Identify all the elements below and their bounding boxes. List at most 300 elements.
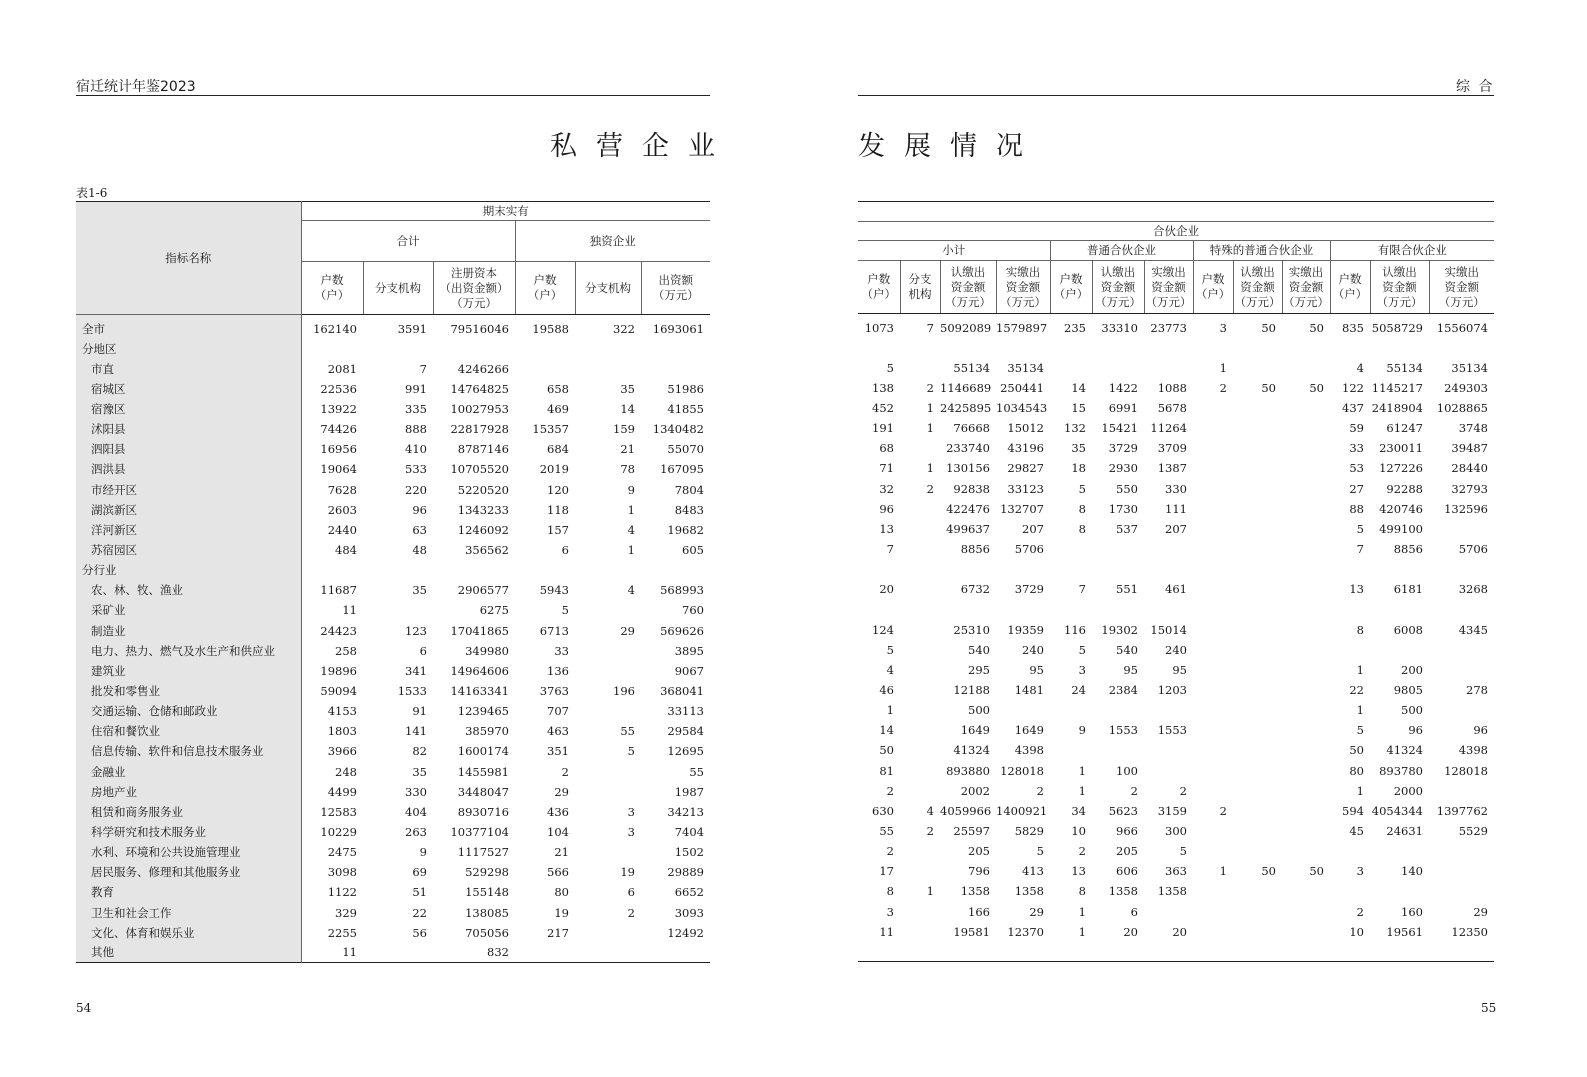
col-header-special-general-partnership: 特殊的普通合伙企业: [1193, 241, 1330, 261]
table-cell: 138085: [465, 905, 509, 920]
table-cell: [1193, 680, 1233, 700]
table-cell: 1400921: [996, 803, 1048, 818]
table-cell: [1282, 640, 1330, 660]
col-header-general-partnership: 普通合伙企业: [1050, 241, 1193, 261]
table-cell: 78: [620, 462, 635, 477]
table-cell: [996, 599, 1050, 619]
table-cell: 10377104: [450, 824, 509, 839]
table-cell: 5829: [1014, 823, 1044, 838]
table-cell: 1730: [1108, 501, 1138, 516]
table-cell: [900, 519, 940, 539]
table-cell: 15: [1071, 400, 1086, 415]
table-cell: [1233, 680, 1282, 700]
table-cell: [900, 861, 940, 881]
table-cell: [1233, 539, 1282, 559]
table-cell: 20: [1172, 924, 1187, 939]
table-cell: 7: [1356, 541, 1364, 556]
table-row: [76, 620, 710, 640]
table-cell: 17: [879, 864, 894, 879]
table-cell: 1: [1219, 864, 1227, 879]
table-cell: [1233, 700, 1282, 720]
header-rule-right: [858, 95, 1494, 96]
table-cell: [1282, 539, 1330, 559]
table-cell: [1193, 539, 1233, 559]
table-cell: 2: [561, 764, 569, 779]
table-cell: [900, 922, 940, 942]
page-title-right: 发展情况: [858, 131, 1042, 162]
table-cell: [1193, 338, 1233, 358]
table-cell: 8483: [674, 502, 704, 517]
row-label: 泗洪县: [76, 459, 301, 479]
table-cell: [1282, 499, 1330, 519]
table-cell: [900, 700, 940, 720]
table-row: [858, 801, 1494, 821]
table-cell: 4: [627, 522, 635, 537]
table-cell: 19: [554, 905, 569, 920]
table-cell: [1233, 901, 1282, 921]
table-cell: 6: [627, 885, 635, 900]
table-cell: [900, 338, 940, 358]
table-row: [858, 700, 1494, 720]
table-cell: 196: [613, 683, 635, 698]
table-cell: 207: [1165, 521, 1187, 536]
table-row: [76, 580, 710, 600]
table-cell: 452: [872, 400, 894, 415]
table-cell: 8856: [960, 541, 990, 556]
table-cell: 217: [547, 925, 569, 940]
table-cell: 341: [405, 663, 427, 678]
table-cell: 29: [620, 623, 635, 638]
table-cell: [1282, 418, 1330, 438]
table-cell: [1233, 619, 1282, 639]
table-cell: 19561: [1386, 924, 1423, 939]
table-cell: 1553: [1108, 723, 1138, 738]
table-cell: [1370, 338, 1429, 358]
table-cell: 2019: [539, 462, 569, 477]
table-row: [76, 701, 710, 721]
table-cell: [1282, 458, 1330, 478]
table-row: [858, 901, 1494, 921]
table-cell: [1282, 841, 1330, 861]
table-row: [76, 479, 710, 499]
table-cell: 82: [412, 744, 427, 759]
table-cell: 2906577: [457, 583, 509, 598]
col-header-subtotal-branches: 分支 机构: [900, 261, 940, 314]
table-cell: 5058729: [1371, 320, 1423, 335]
table-cell: 1034543: [996, 400, 1048, 415]
table-cell: 6: [561, 542, 569, 557]
table-cell: [940, 599, 996, 619]
table-row: [858, 640, 1494, 660]
table-cell: 2603: [327, 502, 357, 517]
table-cell: 28440: [1451, 461, 1488, 476]
table-cell: [1092, 559, 1144, 579]
table-cell: 2000: [1393, 783, 1423, 798]
col-header-limited-paid: 实缴出 资金额 （万元）: [1429, 261, 1494, 314]
table-cell: 59094: [320, 683, 357, 698]
table-cell: 35: [620, 381, 635, 396]
table-cell: [641, 339, 710, 359]
table-cell: 69: [412, 865, 427, 880]
table-cell: [900, 740, 940, 760]
table-cell: [1193, 478, 1233, 498]
table-row: [76, 943, 710, 963]
table-cell: 96: [1473, 723, 1488, 738]
table-cell: 92288: [1386, 481, 1423, 496]
table-cell: 2418904: [1371, 400, 1423, 415]
col-header-limited-subscribed: 认缴出 资金额 （万元）: [1370, 261, 1429, 314]
table-cell: 24631: [1386, 823, 1423, 838]
table-cell: 404: [405, 804, 427, 819]
table-cell: 6: [419, 643, 427, 658]
row-label: 市直: [76, 359, 301, 379]
table-cell: 1987: [674, 784, 704, 799]
table-cell: 23773: [1150, 320, 1187, 335]
col-header-special-subscribed: 认缴出 资金额 （万元）: [1233, 261, 1282, 314]
table-row: [76, 419, 710, 439]
table-cell: 322: [613, 321, 635, 336]
table-cell: [1282, 358, 1330, 378]
table-cell: [1193, 922, 1233, 942]
table-cell: 1239465: [457, 704, 509, 719]
row-label: 泗阳县: [76, 439, 301, 459]
table-cell: 56: [412, 925, 427, 940]
table-cell: 1: [886, 703, 894, 718]
table-cell: [515, 359, 575, 379]
col-header-special-paid: 实缴出 资金额 （万元）: [1282, 261, 1330, 314]
table-cell: 1422: [1108, 380, 1138, 395]
table-cell: 19682: [667, 522, 704, 537]
table-cell: 2002: [960, 783, 990, 798]
table-cell: 3: [1219, 320, 1227, 335]
table-cell: 166: [968, 904, 990, 919]
table-cell: 2384: [1108, 682, 1138, 697]
table-cell: 5: [886, 360, 894, 375]
table-cell: 34: [1071, 803, 1086, 818]
table-cell: [1429, 861, 1494, 881]
table-cell: 220: [405, 482, 427, 497]
table-cell: 5: [1078, 481, 1086, 496]
table-cell: [1193, 720, 1233, 740]
table-cell: 33123: [1007, 481, 1044, 496]
table-cell: [1193, 841, 1233, 861]
table-cell: 124: [872, 622, 894, 637]
table-cell: 540: [1116, 642, 1138, 657]
table-cell: 25310: [953, 622, 990, 637]
table-cell: [1282, 801, 1330, 821]
table-cell: 1649: [1014, 723, 1044, 738]
table-row: [858, 338, 1494, 358]
table-row: [76, 822, 710, 842]
table-cell: 1358: [1157, 884, 1187, 899]
table-cell: 550: [1116, 481, 1138, 496]
row-label: 水利、环境和公共设施管理业: [76, 842, 301, 862]
table-cell: 11: [342, 944, 357, 959]
table-cell: [1233, 801, 1282, 821]
table-cell: [1193, 740, 1233, 760]
table-cell: [1282, 478, 1330, 498]
table-row: [858, 760, 1494, 780]
table-cell: [1282, 720, 1330, 740]
col-header-indicator-name: 指标名称: [76, 202, 301, 315]
table-cell: [900, 599, 940, 619]
col-header-subtotal: 小计: [858, 241, 1050, 261]
table-cell: 2: [926, 481, 934, 496]
table-cell: [1429, 700, 1494, 720]
table-cell: 5943: [539, 583, 569, 598]
table-cell: 3763: [539, 683, 569, 698]
table-cell: [996, 559, 1050, 579]
table-cell: [1330, 881, 1370, 901]
table-cell: 35: [412, 764, 427, 779]
table-row: [858, 559, 1494, 579]
table-row: [858, 720, 1494, 740]
table-cell: 1502: [674, 845, 704, 860]
table-row: [858, 499, 1494, 519]
table-cell: [900, 760, 940, 780]
table-cell: 5: [886, 642, 894, 657]
table-cell: 1246092: [457, 522, 509, 537]
table-cell: 21: [620, 442, 635, 457]
table-cell: 1649: [960, 723, 990, 738]
table-cell: [575, 339, 641, 359]
col-header-sole-households: 户数 （户）: [515, 262, 575, 315]
table-cell: 1: [1078, 763, 1086, 778]
col-header-sole-branches: 分支机构: [575, 262, 641, 315]
table-row: [76, 600, 710, 620]
table-cell: 13: [879, 521, 894, 536]
table-cell: 61247: [1386, 421, 1423, 436]
table-cell: [1050, 599, 1092, 619]
table-cell: [1092, 942, 1144, 962]
table-row: [858, 821, 1494, 841]
table-cell: 1: [926, 421, 934, 436]
table-cell: 1693061: [652, 321, 704, 336]
table-row: [76, 661, 710, 681]
table-cell: 4153: [327, 704, 357, 719]
col-header-subtotal-subscribed: 认缴出 资金额 （万元）: [940, 261, 996, 314]
table-cell: [575, 782, 641, 802]
table-cell: [1282, 700, 1330, 720]
table-cell: [1193, 619, 1233, 639]
table-row: [858, 539, 1494, 559]
table-cell: [575, 842, 641, 862]
table-cell: 35134: [1451, 360, 1488, 375]
table-cell: [1429, 640, 1494, 660]
table-cell: 6008: [1393, 622, 1423, 637]
table-cell: 263: [405, 824, 427, 839]
table-cell: 19064: [320, 462, 357, 477]
table-row: [858, 922, 1494, 942]
table-cell: 13: [1071, 864, 1086, 879]
table-row: [76, 882, 710, 902]
row-label: 湖滨新区: [76, 500, 301, 520]
table-cell: 3268: [1458, 582, 1488, 597]
table-cell: 3709: [1157, 441, 1187, 456]
table-cell: 3: [1078, 662, 1086, 677]
table-cell: 463: [547, 724, 569, 739]
table-cell: 2: [1179, 783, 1187, 798]
table-cell: [900, 680, 940, 700]
table-cell: 8: [1078, 521, 1086, 536]
table-cell: 88: [1349, 501, 1364, 516]
table-cell: 24423: [320, 623, 357, 638]
table-cell: [1193, 499, 1233, 519]
table-cell: 796: [968, 864, 990, 879]
table-cell: 2: [1356, 904, 1364, 919]
table-cell: 8930716: [457, 804, 509, 819]
table-cell: [1233, 760, 1282, 780]
table-cell: [1193, 519, 1233, 539]
table-cell: 5: [561, 603, 569, 618]
table-cell: 335: [405, 401, 427, 416]
table-cell: 205: [968, 844, 990, 859]
table-cell: 6652: [674, 885, 704, 900]
table-cell: 162140: [313, 321, 357, 336]
table-cell: [1233, 398, 1282, 418]
row-label: 洋河新区: [76, 520, 301, 540]
table-cell: 205: [1116, 844, 1138, 859]
table-cell: 141: [405, 724, 427, 739]
table-cell: 32793: [1451, 481, 1488, 496]
table-cell: 11687: [320, 583, 357, 598]
table-cell: 19581: [953, 924, 990, 939]
table-cell: 19588: [532, 321, 569, 336]
table-cell: 111: [1165, 501, 1187, 516]
table-cell: 22536: [320, 381, 357, 396]
table-cell: 159: [613, 422, 635, 437]
table-row: [858, 458, 1494, 478]
left-table-body: [76, 315, 710, 963]
table-cell: 500: [1401, 703, 1423, 718]
table-cell: 240: [1165, 642, 1187, 657]
table-cell: 9805: [1393, 682, 1423, 697]
table-cell: [1193, 760, 1233, 780]
table-cell: 9: [419, 845, 427, 860]
table-cell: 12188: [953, 682, 990, 697]
table-cell: 12492: [667, 925, 704, 940]
table-cell: 5: [1036, 844, 1044, 859]
table-cell: 4: [926, 803, 934, 818]
table-row: [858, 579, 1494, 599]
table-cell: 155148: [465, 885, 509, 900]
table-cell: [1370, 881, 1429, 901]
table-cell: 95: [1029, 662, 1044, 677]
table-row: [76, 681, 710, 701]
table-cell: [1050, 559, 1092, 579]
table-row: [76, 540, 710, 560]
col-header-spacer: [858, 202, 1494, 222]
table-cell: 1: [926, 884, 934, 899]
right-statistics-table: [858, 201, 1494, 962]
table-cell: [1282, 760, 1330, 780]
table-cell: 33310: [1101, 320, 1138, 335]
row-label: 建筑业: [76, 661, 301, 681]
table-cell: 3895: [674, 643, 704, 658]
table-cell: 8: [1078, 501, 1086, 516]
table-cell: 569626: [660, 623, 704, 638]
table-cell: 6275: [479, 603, 509, 618]
table-row: [858, 619, 1494, 639]
table-cell: 3159: [1157, 803, 1187, 818]
table-cell: 140: [1401, 864, 1423, 879]
table-cell: 529298: [465, 865, 509, 880]
table-cell: 51986: [667, 381, 704, 396]
table-cell: 132596: [1444, 501, 1488, 516]
table-cell: 2: [926, 380, 934, 395]
table-cell: [1144, 338, 1193, 358]
table-cell: 55134: [953, 360, 990, 375]
table-cell: 278: [1466, 682, 1488, 697]
table-cell: 3093: [674, 905, 704, 920]
table-cell: 7: [419, 361, 427, 376]
table-row: [76, 500, 710, 520]
table-cell: [515, 339, 575, 359]
table-cell: 19302: [1101, 622, 1138, 637]
table-cell: 8: [1078, 884, 1086, 899]
table-cell: 33: [1349, 441, 1364, 456]
table-cell: [1370, 841, 1429, 861]
table-cell: [1092, 358, 1144, 378]
table-cell: 10229: [320, 824, 357, 839]
table-cell: 14964606: [450, 663, 509, 678]
table-cell: 240: [1022, 642, 1044, 657]
table-cell: 1358: [1014, 884, 1044, 899]
table-cell: 12370: [1007, 924, 1044, 939]
table-cell: [1233, 338, 1282, 358]
table-row: [858, 358, 1494, 378]
table-cell: 92838: [953, 481, 990, 496]
table-cell: 55134: [1386, 360, 1423, 375]
table-cell: [858, 942, 900, 962]
row-label: 分行业: [76, 560, 301, 580]
table-cell: 436: [547, 804, 569, 819]
table-cell: 5706: [1458, 541, 1488, 556]
table-row: [76, 802, 710, 822]
table-cell: 5: [627, 744, 635, 759]
table-cell: 3: [627, 804, 635, 819]
table-cell: 4398: [1458, 743, 1488, 758]
table-cell: [1282, 398, 1330, 418]
table-cell: 8: [1356, 622, 1364, 637]
row-label: 卫生和社会工作: [76, 902, 301, 922]
table-cell: [1370, 640, 1429, 660]
table-cell: 43196: [1007, 441, 1044, 456]
table-cell: 32: [879, 481, 894, 496]
table-cell: 55070: [667, 442, 704, 457]
table-cell: 12695: [667, 744, 704, 759]
table-cell: [1092, 599, 1144, 619]
row-label: 电力、热力、燃气及水生产和供应业: [76, 641, 301, 661]
table-cell: 2: [1036, 783, 1044, 798]
table-row: [858, 378, 1494, 398]
table-cell: 1073: [864, 320, 894, 335]
table-cell: 1387: [1157, 461, 1187, 476]
table-cell: 50: [879, 743, 894, 758]
table-cell: [575, 641, 641, 661]
table-cell: 7804: [674, 482, 704, 497]
table-cell: 157: [547, 522, 569, 537]
table-cell: 500: [968, 703, 990, 718]
table-cell: 91: [412, 704, 427, 719]
table-cell: 5092089: [940, 320, 992, 335]
table-cell: 1: [1078, 924, 1086, 939]
table-cell: 1553: [1157, 723, 1187, 738]
table-cell: 1358: [960, 884, 990, 899]
page-number-left: 54: [76, 1001, 92, 1015]
table-cell: 29: [1029, 904, 1044, 919]
left-statistics-table: [76, 201, 710, 963]
